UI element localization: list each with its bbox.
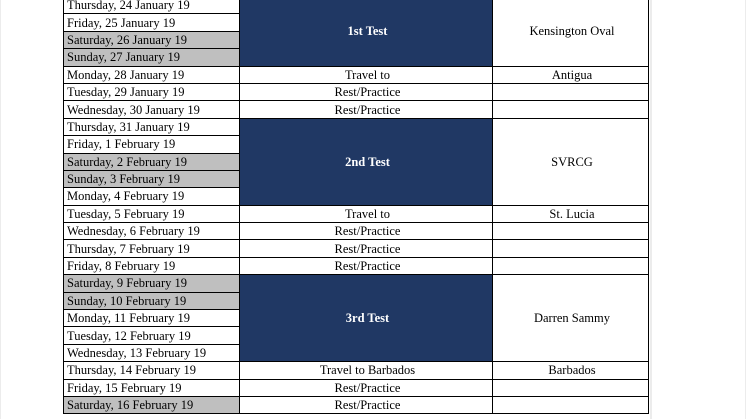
table-row[interactable] <box>64 257 649 274</box>
venue-cell[interactable] <box>493 379 649 396</box>
venue-cell[interactable]: St. Lucia <box>493 205 649 222</box>
event-cell[interactable]: Rest/Practice <box>240 379 493 396</box>
venue-cell[interactable] <box>493 223 649 240</box>
venue-cell[interactable]: SVRCG <box>493 118 649 205</box>
venue-cell[interactable]: Barbados <box>493 362 649 379</box>
event-cell[interactable]: Travel to <box>240 205 493 222</box>
date-cell[interactable]: Thursday, 7 February 19 <box>64 240 240 257</box>
date-cell[interactable]: Friday, 1 February 19 <box>64 136 240 153</box>
date-cell[interactable]: Sunday, 3 February 19 <box>64 170 240 187</box>
table-row[interactable] <box>64 379 649 396</box>
event-cell[interactable]: Rest/Practice <box>240 240 493 257</box>
venue-cell[interactable]: Antigua <box>493 66 649 83</box>
date-cell[interactable]: Thursday, 24 January 19 <box>64 0 240 14</box>
event-cell[interactable]: Rest/Practice <box>240 223 493 240</box>
date-cell[interactable]: Saturday, 2 February 19 <box>64 153 240 170</box>
date-cell[interactable]: Tuesday, 12 February 19 <box>64 327 240 344</box>
table-row[interactable] <box>64 240 649 257</box>
event-cell[interactable]: Rest/Practice <box>240 83 493 100</box>
date-cell[interactable]: Saturday, 16 February 19 <box>64 396 240 413</box>
table-row[interactable] <box>64 396 649 413</box>
table-row[interactable] <box>64 83 649 100</box>
date-cell[interactable]: Sunday, 27 January 19 <box>64 49 240 66</box>
table-row[interactable] <box>64 275 649 292</box>
event-cell[interactable]: Travel to Barbados <box>240 362 493 379</box>
table-row[interactable] <box>64 0 649 14</box>
date-cell[interactable]: Tuesday, 5 February 19 <box>64 205 240 222</box>
venue-cell[interactable] <box>493 101 649 118</box>
venue-cell[interactable]: Kensington Oval <box>493 0 649 66</box>
date-cell[interactable]: Wednesday, 13 February 19 <box>64 344 240 361</box>
date-cell[interactable]: Wednesday, 30 January 19 <box>64 101 240 118</box>
event-cell[interactable]: Travel to <box>240 66 493 83</box>
date-cell[interactable]: Friday, 25 January 19 <box>64 14 240 31</box>
venue-cell[interactable] <box>493 240 649 257</box>
date-cell[interactable]: Wednesday, 6 February 19 <box>64 223 240 240</box>
date-cell[interactable]: Saturday, 9 February 19 <box>64 275 240 292</box>
date-cell[interactable]: Friday, 8 February 19 <box>64 257 240 274</box>
date-cell[interactable]: Thursday, 14 February 19 <box>64 362 240 379</box>
date-cell[interactable]: Monday, 4 February 19 <box>64 188 240 205</box>
schedule-table <box>63 0 649 414</box>
date-cell[interactable]: Sunday, 10 February 19 <box>64 292 240 309</box>
date-cell[interactable]: Monday, 11 February 19 <box>64 310 240 327</box>
table-row[interactable] <box>64 362 649 379</box>
date-cell[interactable]: Friday, 15 February 19 <box>64 379 240 396</box>
date-cell[interactable]: Tuesday, 29 January 19 <box>64 83 240 100</box>
test-3-cell[interactable]: 3rd Test <box>240 275 493 362</box>
event-cell[interactable]: Rest/Practice <box>240 257 493 274</box>
date-cell[interactable]: Saturday, 26 January 19 <box>64 31 240 48</box>
table-row[interactable] <box>64 205 649 222</box>
venue-cell[interactable] <box>493 257 649 274</box>
venue-cell[interactable] <box>493 83 649 100</box>
table-row[interactable] <box>64 223 649 240</box>
test-2-cell[interactable]: 2nd Test <box>240 118 493 205</box>
date-cell[interactable]: Monday, 28 January 19 <box>64 66 240 83</box>
test-1-cell[interactable]: 1st Test <box>240 0 493 66</box>
venue-cell[interactable]: Darren Sammy <box>493 275 649 362</box>
table-row[interactable] <box>64 101 649 118</box>
event-cell[interactable]: Rest/Practice <box>240 396 493 413</box>
date-cell[interactable]: Thursday, 31 January 19 <box>64 118 240 135</box>
table-row[interactable] <box>64 118 649 135</box>
event-cell[interactable]: Rest/Practice <box>240 101 493 118</box>
table-row[interactable] <box>64 66 649 83</box>
venue-cell[interactable] <box>493 396 649 413</box>
